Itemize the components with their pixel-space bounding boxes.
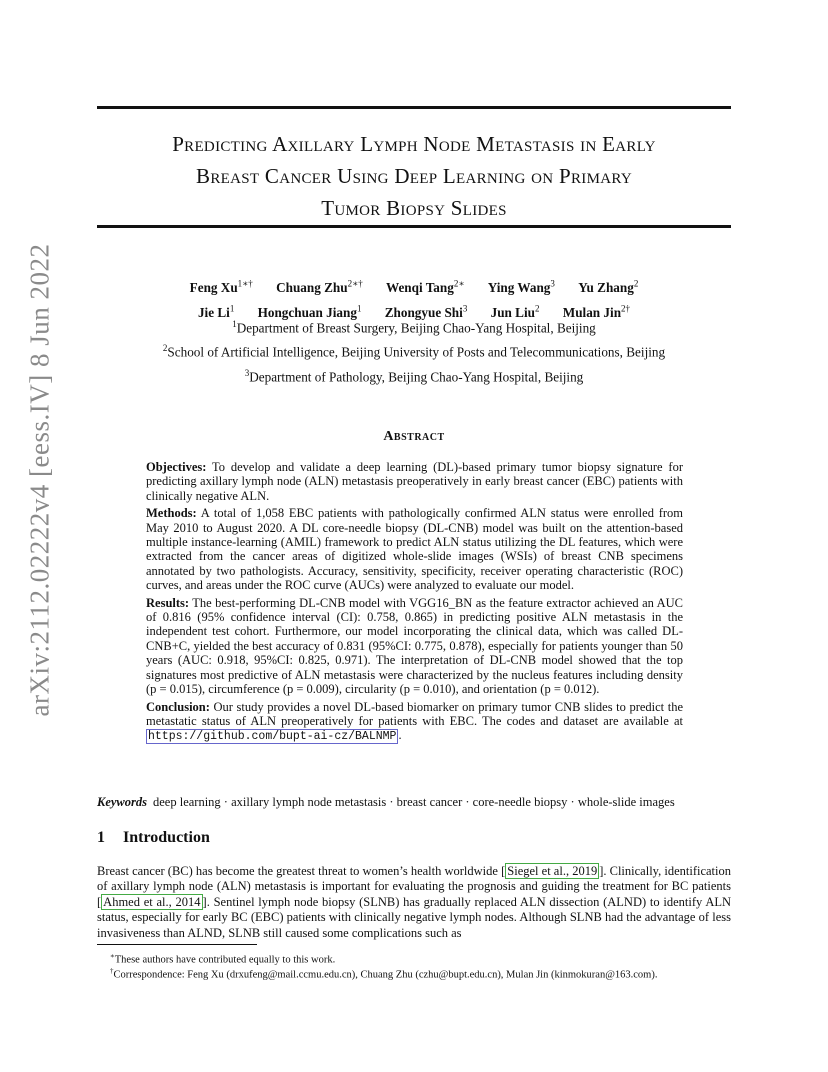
arxiv-sidebar (20, 0, 60, 1072)
keywords (97, 795, 737, 810)
dataset-link[interactable]: https://github.com/bupt-ai-cz/BALNMP (148, 730, 397, 744)
section-number: 1 (97, 829, 105, 846)
citation-link[interactable]: Siegel et al., 2019 (507, 864, 598, 878)
citation-link[interactable]: Ahmed et al., 2014 (103, 894, 201, 909)
author: Jun Liu$^2$ (490, 303, 540, 320)
author: Ying Wang$^3$ (487, 279, 555, 296)
author: Zhongyue Shi$^3$ (384, 303, 468, 320)
abstract-body (146, 460, 683, 748)
abstract-conclusion: Conclusion: Our study provides a novel DL-based biomarker on primary tumor CNB slides to predict the metastatic status of ALN preoperatively for patients with EBC. The codes and dataset are available at https://github.com/bupt-ai-cz/BALNMP . (146, 699, 684, 744)
title-rule-top (97, 106, 731, 109)
title-line-1: Predicting Axillary Lymph Node Metastasis in Early (172, 132, 656, 156)
arxiv-id: arXiv:2112.02222v4 [eess.IV] 8 Jun 2022 (24, 243, 55, 717)
affiliations (97, 314, 731, 387)
intro-paragraph: Breast cancer (BC) has become the greatest threat to women’s health worldwide [ Siegel et al., 2019 ]. Clinically, identification of axillary lymph node (ALN) metastasis is important for evaluating the prognosis and guiding the treatment for BC patients [ Ahmed et al., 2014 ]. Sentinel lymph node biopsy (SLNB) has gradually replaced ALN dissection (ALND) to identify ALN status, especially for early BC (EBC) patients with clinically negative lymph nodes. Although SLNB had the advantage of less invasiveness than ALND, SLNB still caused some complications such as (97, 864, 732, 940)
footnote: †Correspondence: Feng Xu (drxufeng@mail.ccmu.edu.cn), Chuang Zhu (czhu@bupt.edu.cn), Mulan Jin (kinmokuran@163.com). (110, 967, 658, 981)
title-line-3: Tumor Biopsy Slides (321, 196, 507, 220)
abstract-results: Results: The best-performing DL-CNB model with VGG16_BN as the feature extractor achieved an AUC of 0.816 (95% confidence interval (CI): 0.758, 0.865) in predicting positive ALN metastasis in the independent test cohort. Furthermore, our model incorporating the clinical data, which was called DL-CNB+C, yielded the best accuracy of 0.831 (95%CI: 0.775, 0.878), especially for patients younger than 50 years (AUC: 0.918, 95%CI: 0.825, 0.971). The interpretation of DL-CNB model showed that the top signatures most predictive of ALN metastasis were characterized by the nucleus features including density (p = 0.015), circumference (p = 0.009), circularity (p = 0.010), and orientation (p = 0.012). (146, 595, 683, 697)
abstract-objectives: Objectives: To develop and validate a deep learning (DL)-based primary tumor biopsy signature for predicting axillary lymph node (ALN) metastasis preoperatively in early breast cancer (EBC) patients with clinically negative ALN. (146, 460, 684, 503)
footnote-rule (97, 944, 257, 945)
abstract-methods: Methods: A total of 1,058 EBC patients with pathologically confirmed ALN status were enrolled from May 2010 to August 2020. A DL core-needle biopsy (DL-CNB) model was built on the attention-based multiple instance-learning (AMIL) framework to predict ALN status utilizing the DL features, which were extracted from the cancer areas of digitized whole-slide images (WSIs) of breast CNB specimens annotated by two pathologists. Accuracy, sensitivity, specificity, receiver operating characteristic (ROC) curves, and areas under the ROC curve (AUCs) were analyzed to evaluate our model. (146, 506, 683, 593)
author: Wenqi Tang$^{2∗}$ (386, 279, 465, 296)
author: Mulan Jin$^{2\dagger}$ (562, 303, 631, 320)
author: Chuang Zhu$^{2∗\dagger}$ (276, 279, 363, 296)
author-row-1 (97, 274, 731, 298)
keywords-text: deep learning · axillary lymph node metastasis · breast cancer · core-needle biopsy · whole-slide images (153, 795, 675, 809)
title-line-2: Breast Cancer Using Deep Learning on Primary (196, 164, 632, 188)
title-rule-bottom (97, 225, 731, 228)
author: Hongchuan Jiang$^1$ (257, 303, 362, 320)
paper-title (97, 128, 731, 224)
author: Jie Li$^1$ (197, 303, 235, 320)
affiliation: $^3$Department of Pathology, Beijing Chao-Yang Hospital, Beijing (244, 367, 584, 385)
keywords-label: Keywords (97, 795, 147, 809)
section-title: Introduction (123, 829, 210, 846)
author: Feng $Xu^{1∗\dagger}$ (189, 279, 253, 296)
author: Yu Zhang$^2$ (578, 279, 639, 296)
section-heading (97, 829, 210, 847)
footnote: ∗These authors have contributed equally to this work. (110, 952, 336, 966)
affiliation: $^2$School of Artificial Intelligence, Beijing University of Posts and Telecommunications, Beijing (162, 343, 666, 360)
abstract-heading: Abstract (383, 429, 445, 444)
affiliation: $^1$Department of Breast Surgery, Beijing Chao-Yang Hospital, Beijing (232, 319, 596, 336)
